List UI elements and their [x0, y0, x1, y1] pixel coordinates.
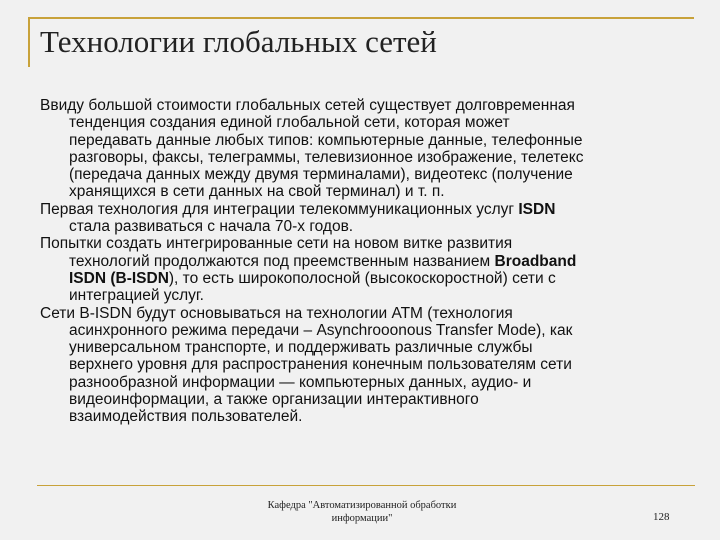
text-line: видеоинформации, а также организации интерактивного	[69, 391, 479, 409]
paragraph-1	[40, 97, 680, 201]
text-line: универсальном транспорте, и поддерживать различные службы	[69, 339, 533, 357]
text-line: верхнего уровня для распространения конечным пользователям сети	[69, 356, 572, 374]
footer-divider	[37, 485, 695, 486]
text-line: взаимодействия пользователей.	[69, 408, 303, 426]
footer-line: информации"	[331, 513, 393, 524]
bold-term-b-isdn: ISDN (B-ISDN	[69, 269, 169, 287]
footer-line: Кафедра "Автоматизированной обработки	[267, 500, 457, 511]
text-line: тенденция создания единой глобальной сети, которая может	[69, 114, 510, 132]
text-line: интеграцией услуг.	[69, 287, 204, 305]
paragraph-4	[40, 305, 680, 426]
slide-title: Технологии глобальных сетей	[40, 24, 437, 59]
text-line	[40, 270, 680, 287]
footer-department	[232, 499, 492, 525]
text-line: разговоры, факсы, телеграммы, телевизионное изображение, телетекс	[69, 148, 584, 166]
text-line: (передача данных между двумя терминалами), видеотекс (получение	[69, 166, 573, 184]
slide-body	[40, 97, 680, 426]
text-line	[40, 201, 680, 218]
text-line: Сети B-ISDN будут основываться на технологии АТМ (технология	[40, 304, 513, 322]
paragraph-2	[40, 201, 680, 236]
bold-term-broadband: Broadband	[494, 252, 577, 270]
bold-term-isdn: ISDN	[518, 200, 556, 218]
page-number: 128	[653, 511, 670, 523]
text-line: асинхронного режима передачи – Asynchroоonous Transfer Mode), как	[69, 321, 573, 339]
text-line: Ввиду большой стоимости глобальных сетей существует долговременная	[40, 97, 575, 114]
text-line: хранящихся в сети данных на свой терминал) и т. п.	[69, 183, 445, 201]
text-line: Попытки создать интегрированные сети на новом витке развития	[40, 235, 513, 253]
text-run: Первая технология для интеграции телекоммуникационных услуг	[40, 200, 519, 218]
text-run: технологий продолжаются под преемственным названием	[69, 252, 495, 270]
text-line: передавать данные любых типов: компьютерные данные, телефонные	[69, 131, 583, 149]
text-run: ), то есть широкополосной (высокоскоростной) сети с	[168, 269, 556, 287]
paragraph-3	[40, 235, 680, 304]
text-line: разнообразной информации — компьютерных данных, аудио- и	[69, 373, 532, 391]
text-line: стала развиваться с начала 70-х годов.	[69, 218, 354, 236]
text-line	[40, 253, 680, 270]
